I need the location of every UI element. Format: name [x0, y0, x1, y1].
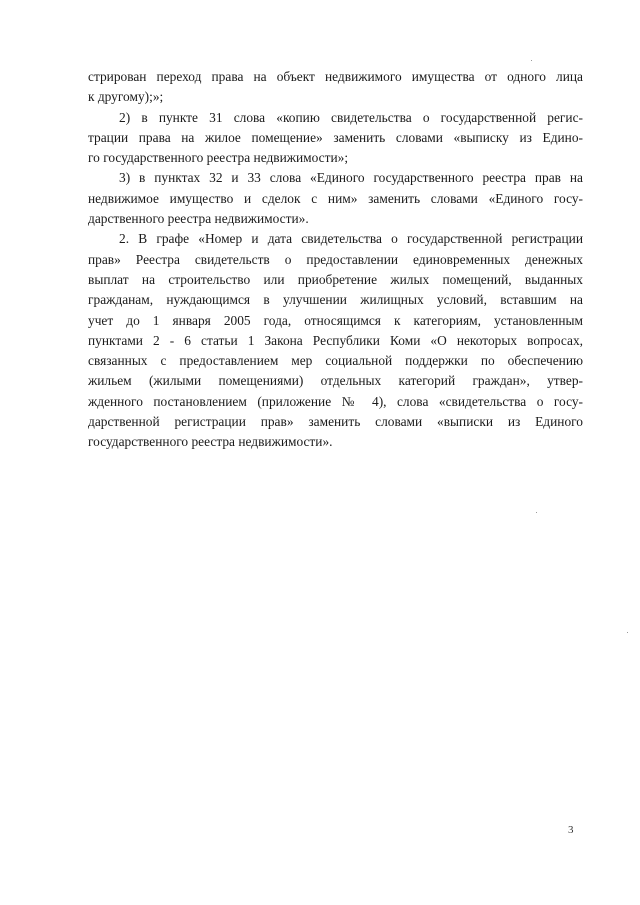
scan-speck — [627, 632, 628, 633]
page-number: 3 — [568, 824, 574, 836]
text-line: дарственного реестра недвижимости». — [88, 211, 309, 227]
text-line: жденного постановлением (приложение № 4), слова «свидетельства о госу- — [88, 393, 583, 409]
scan-speck — [531, 60, 532, 61]
text-line: государственного реестра недвижимости». — [88, 434, 333, 450]
text-line: связанных с предоставлением мер социальной поддержки по обеспечению — [88, 353, 583, 369]
body-text — [88, 67, 583, 453]
text-line: 3) в пунктах 32 и 33 слова «Единого государственного реестра прав на — [119, 170, 583, 186]
text-line: гражданам, нуждающимся в улучшении жилищных условий, вставшим на — [88, 292, 583, 308]
text-line: трации права на жилое помещение» заменить словами «выписку из Едино- — [88, 129, 583, 145]
text-line: пунктами 2 - 6 статьи 1 Закона Республики Коми «О некоторых вопросах, — [88, 332, 583, 348]
text-line: жильем (жилыми помещениями) отдельных категорий граждан», утвер- — [88, 373, 583, 389]
text-line: 2) в пункте 31 слова «копию свидетельства о государственной регис- — [119, 109, 583, 125]
text-line: к другому);»; — [88, 89, 164, 105]
text-line: дарственной регистрации прав» заменить словами «выписки из Единого — [88, 414, 583, 430]
text-line: го государственного реестра недвижимости»; — [88, 150, 349, 166]
text-line: прав» Реестра свидетельств о предоставлении единовременных денежных — [88, 251, 583, 267]
text-line: 2. В графе «Номер и дата свидетельства о государственной регистрации — [119, 231, 583, 247]
text-line: выплат на строительство или приобретение жилых помещений, выданных — [88, 271, 583, 287]
text-line: учет до 1 января 2005 года, относящимся к категориям, установленным — [88, 312, 583, 328]
text-line: стрирован переход права на объект недвижимого имущества от одного лица — [88, 69, 583, 84]
text-line: недвижимое имущество и сделок с ним» заменить словами «Единого госу- — [88, 190, 583, 206]
scan-speck — [536, 512, 537, 513]
